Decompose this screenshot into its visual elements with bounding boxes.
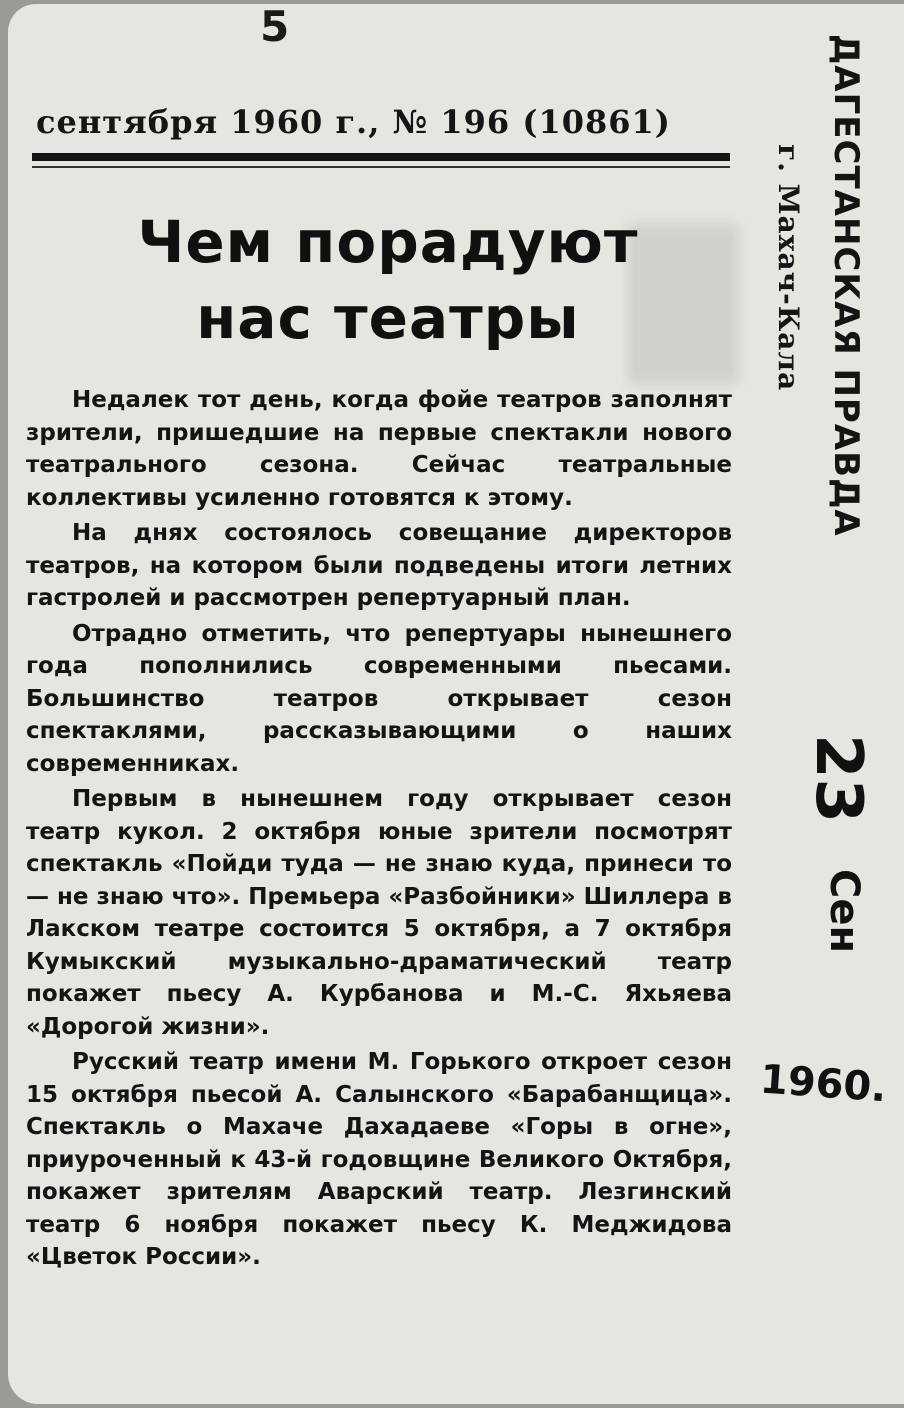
header-rule xyxy=(32,153,730,161)
handwritten-date-month: Сен xyxy=(821,869,867,954)
headline-line-1: Чем порадуют xyxy=(137,208,639,276)
article-body xyxy=(26,384,732,1274)
header-rule-thin xyxy=(32,166,730,168)
article-paragraph: Первым в нынешнем году открывает сезон театр кукол. 2 октября юные зрители посмотрят спектакль «Пойди туда — не знаю куда, принеси то — не знаю что». Премьера «Разбойники» Шиллера в Лакском театре состоится 5 октября, а 7 октября Кумыкский музыкально-драматический театр покажет пьесу А. Курбанова и М.-С. Яхьяева «Дорогой жизни». xyxy=(26,786,732,1040)
newspaper-masthead: ДАГЕСТАНСКАЯ ПРАВДА xyxy=(826,34,866,537)
article-paragraph: Отрадно отметить, что репертуары нынешнего года пополнились современными пьесами. Большинство театров открывает сезон спектаклями, рассказывающими о наших современниках. xyxy=(26,620,732,777)
city-label: г. Махач-Кала xyxy=(772,144,805,392)
article-paragraph: Русский театр имени М. Горького откроет сезон 15 октября пьесой А. Салынского «Барабанщица». Спектакль о Махаче Дахадаеве «Горы в огне», приуроченный к 43-й годовщине Великого Октября, покажет зрителям Аварский театр. Лезгинский театр 6 ноября покажет пьесу К. Меджидова «Цветок России». xyxy=(26,1049,732,1270)
handwritten-date-day: 23 xyxy=(801,734,875,824)
headline-line-2: нас театры xyxy=(196,284,580,352)
article-headline xyxy=(108,204,668,356)
handwritten-mark: 5 xyxy=(260,4,290,51)
issue-date-line: сентября 1960 г., № 196 (10861) xyxy=(36,103,671,141)
article-paragraph: Недалек тот день, когда фойе театров заполнят зрители, пришедшие на первые спектакли нового театрального сезона. Сейчас театральные коллективы усиленно готовятся к этому. xyxy=(26,387,732,511)
newspaper-clipping xyxy=(8,4,904,1404)
handwritten-date-year: 1960. xyxy=(758,1056,888,1112)
article-paragraph: На днях состоялось совещание директоров театров, на котором были подведены итоги летних гастролей и рассмотрен репертуарный план. xyxy=(26,520,732,611)
